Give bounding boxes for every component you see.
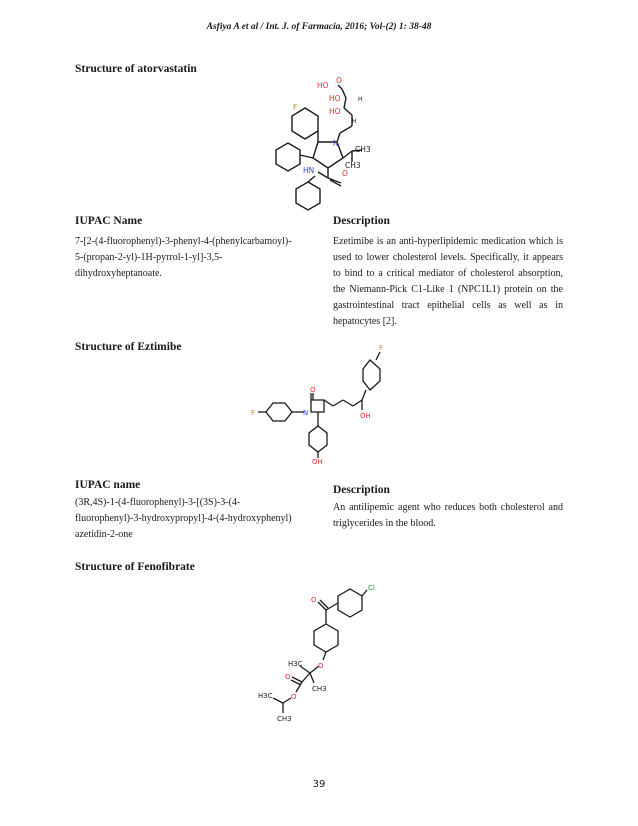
atom-label: O (291, 693, 297, 701)
page-number: 39 (312, 779, 326, 790)
iupac-heading-ezetimibe: IUPAC name (75, 479, 141, 491)
iupac-line: 7-[2-(4-fluorophenyl)-3-phenyl-4-(phenylcarbamoyl)- (75, 236, 292, 247)
atom-label: Cl (368, 584, 375, 592)
section-title-ezetimibe: Structure of Eztimibe (75, 341, 182, 353)
atom-label: HO (329, 94, 341, 103)
atom-label: N (333, 139, 339, 148)
description-heading-atorvastatin: Description (333, 215, 390, 227)
atom-label: H3C (258, 692, 273, 700)
atom-label: H (358, 96, 363, 103)
iupac-line: fluorophenyl)-3-hydroxypropyl]-4-(4-hydroxyphenyl) (75, 513, 292, 524)
description-atorvastatin: Ezetimibe is an anti-hyperlipidemic medication which is used to lower cholesterol levels. Specifically, it appears to bind to a critical mediator of cholesterol absorption, the Niemann-Pick C1-Like 1 (NPC1L1) protein on the gastrointestinal tract epithelial cells as well as in hepatocytes [2]. (333, 236, 563, 327)
atom-label: N (303, 409, 309, 417)
iupac-line: (3R,4S)-1-(4-fluorophenyl)-3-[(3S)-3-(4- (75, 497, 241, 508)
atom-label: F (379, 344, 384, 352)
section-title-atorvastatin: Structure of atorvastatin (75, 63, 197, 75)
section-title-fenofibrate: Structure of Fenofibrate (75, 561, 195, 573)
atom-label: CH3 (277, 715, 292, 723)
atom-label: OH (312, 458, 323, 466)
atorvastatin-structure (0, 70, 638, 200)
iupac-heading-atorvastatin: IUPAC Name (75, 215, 143, 227)
description-heading-ezetimibe: Description (333, 484, 390, 496)
atom-label: OH (360, 412, 371, 420)
atom-label: F (251, 409, 256, 417)
atom-label: CH3 (312, 685, 327, 693)
atom-label: CH3 (345, 161, 361, 170)
atom-label: HO (317, 81, 329, 90)
atom-label: O (285, 673, 291, 681)
atom-label: F (293, 103, 298, 112)
description-ezetimibe: An antilipemic agent who reduces both cholesterol and triglycerides in the blood. (333, 502, 563, 529)
iupac-line: 5-(propan-2-yl)-1H-pyrrol-1-yl]-3,5- (75, 252, 223, 263)
atom-label: O (318, 662, 324, 670)
atom-label: O (311, 596, 317, 604)
atom-label: HO (329, 107, 341, 116)
iupac-line: azetidin-2-one (75, 529, 133, 540)
fenofibrate-structure (0, 575, 638, 725)
atom-label: H (352, 118, 357, 125)
iupac-name-ezetimibe (75, 495, 315, 543)
atom-label: H3C (288, 660, 303, 668)
iupac-name-atorvastatin (75, 234, 310, 282)
atom-label: O (336, 76, 342, 85)
atom-label: O (310, 386, 316, 394)
atom-label: HN (303, 166, 315, 175)
iupac-line: dihydroxyheptanoate. (75, 268, 162, 279)
atom-label: CH3 (355, 145, 371, 154)
running-header: Asfiya A et al / Int. J. of Farmacia, 2016; Vol-(2) 1: 38-48 (206, 22, 432, 32)
atom-label: O (342, 169, 348, 178)
